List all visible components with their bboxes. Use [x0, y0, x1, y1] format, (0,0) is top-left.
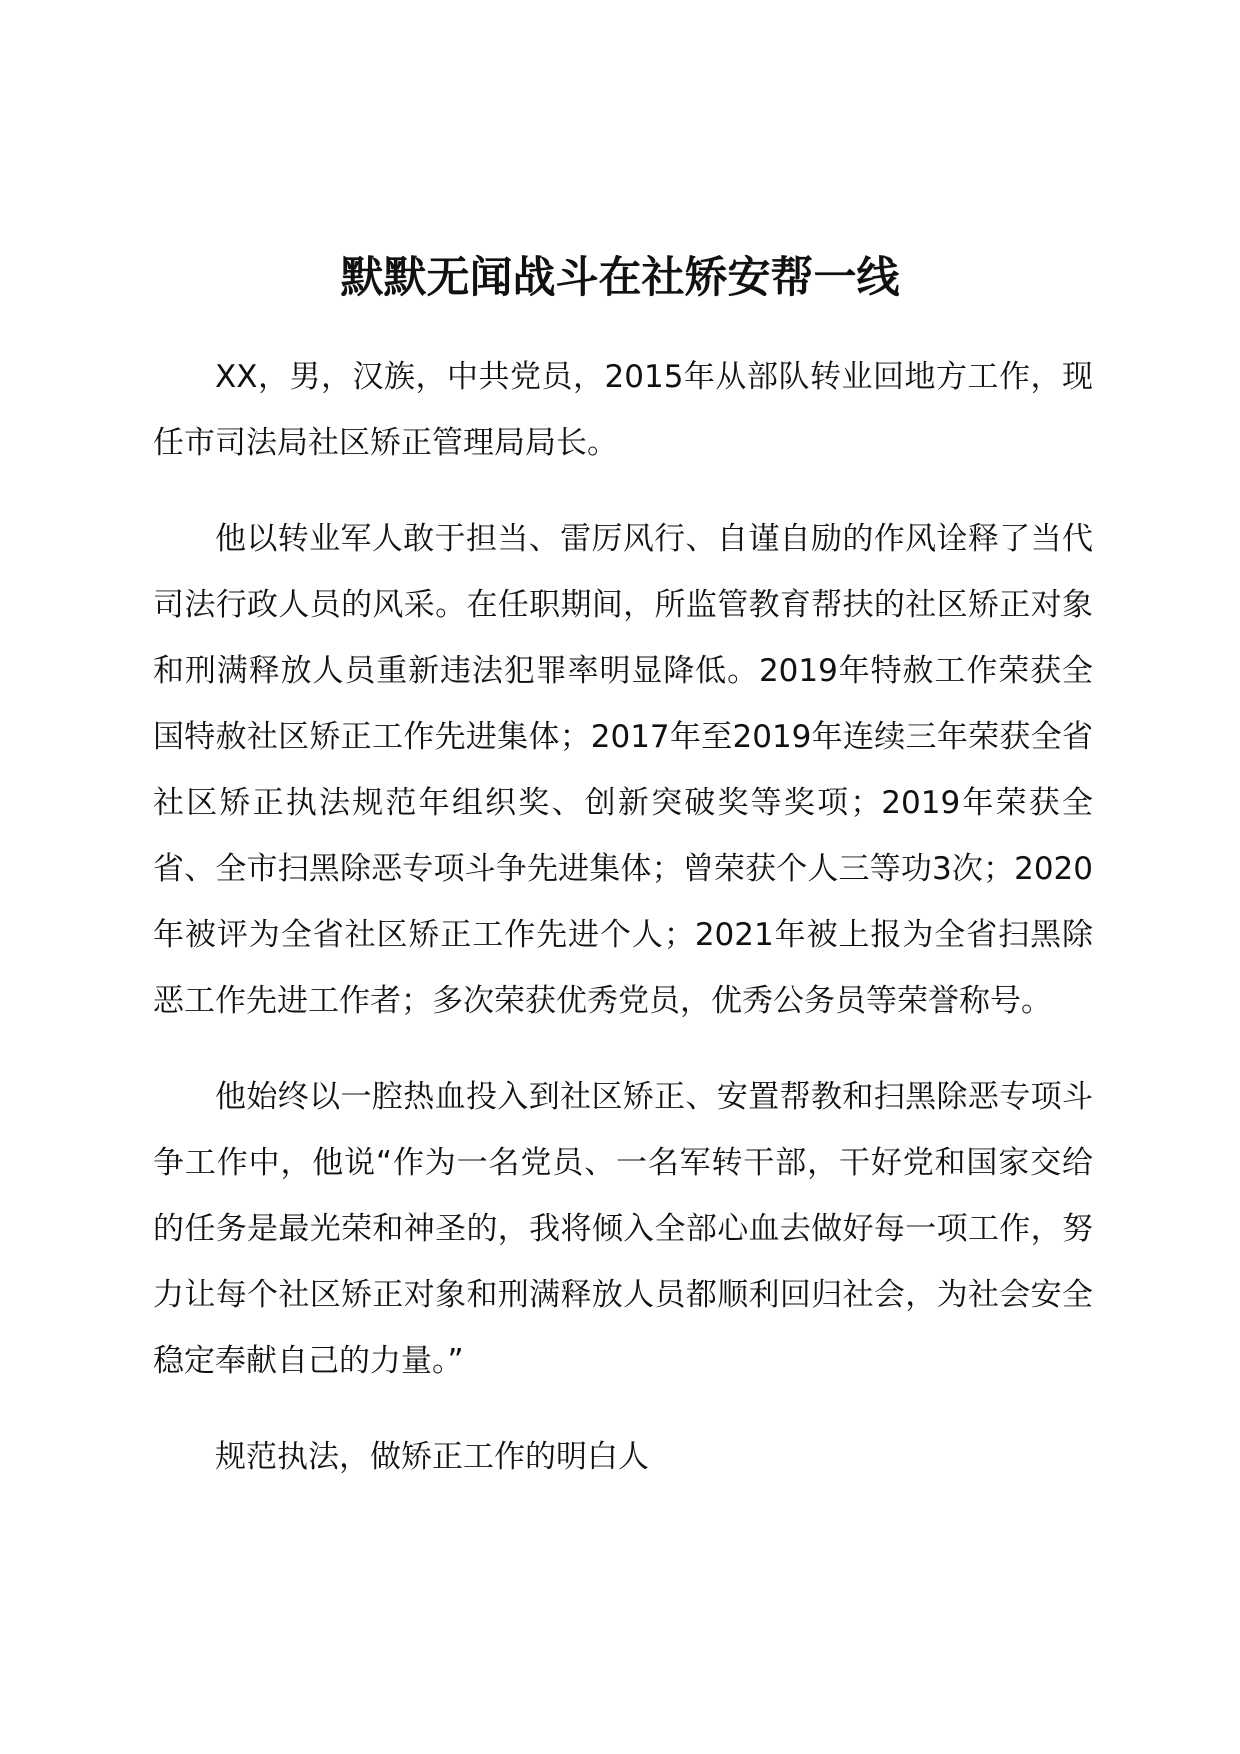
document-body [153, 344, 1093, 1520]
document-title: 默默无闻战斗在社矫安帮一线 [340, 253, 900, 303]
paragraph-achievements: 他以转业军人敢于担当、雷厉风行、自谨自励的作风诠释了当代司法行政人员的风采。在任职期间，所监管教育帮扶的社区矫正对象和刑满释放人员重新违法犯罪率明显降低。2019年特赦工作荣获全国特赦社区矫正工作先进集体；2017年至2019年连续三年荣获全省社区矫正执法规范年组织奖、创新突破奖等奖项；2019年荣获全省、全市扫黑除恶专项斗争先进集体；曾荣获个人三等功3次；2020年被评为全省社区矫正工作先进个人；2021年被上报为全省扫黑除恶工作先进工作者；多次荣获优秀党员，优秀公务员等荣誉称号。 [153, 521, 1093, 1019]
paragraph-intro: XX，男，汉族，中共党员，2015年从部队转业回地方工作，现任市司法局社区矫正管理局局长。 [153, 359, 1093, 461]
section-heading: 规范执法，做矫正工作的明白人 [215, 1439, 649, 1475]
paragraph-quote: 他始终以一腔热血投入到社区矫正、安置帮教和扫黑除恶专项斗争工作中，他说“作为一名党员、一名军转干部，干好党和国家交给的任务是最光荣和神圣的，我将倾入全部心血去做好每一项工作，努力让每个社区矫正对象和刑满释放人员都顺利回归社会，为社会安全稳定奉献自己的力量。” [153, 1079, 1093, 1379]
